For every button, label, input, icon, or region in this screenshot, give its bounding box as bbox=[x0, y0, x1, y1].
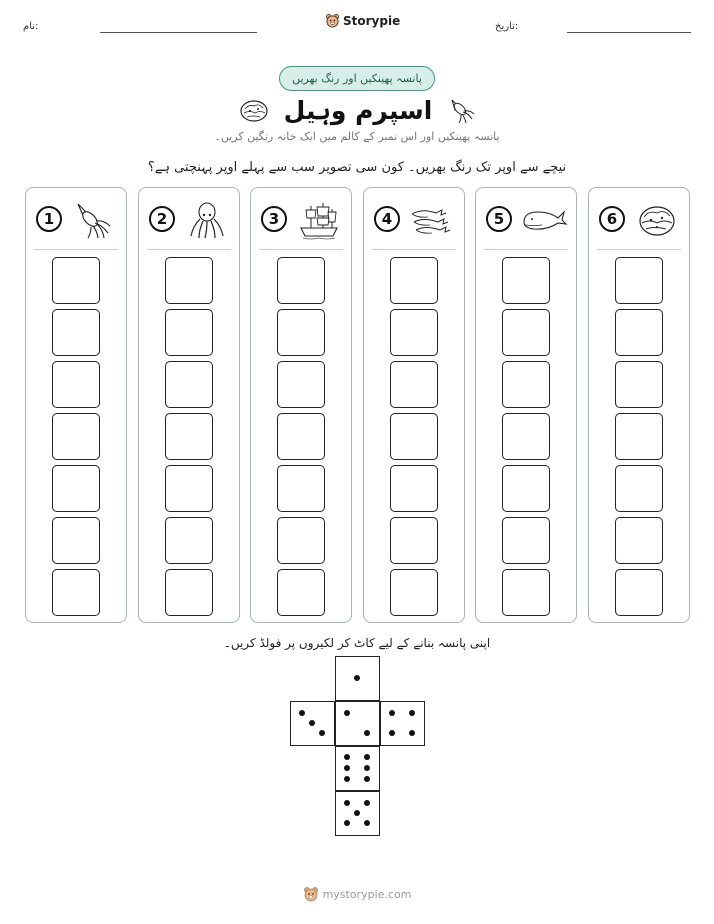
bear-icon bbox=[325, 13, 340, 28]
color-box[interactable] bbox=[615, 413, 663, 460]
color-box[interactable] bbox=[502, 413, 550, 460]
pip bbox=[364, 730, 370, 736]
ship-icon bbox=[295, 200, 343, 240]
pip bbox=[299, 710, 305, 716]
pip bbox=[409, 730, 415, 736]
die-face-1 bbox=[335, 656, 380, 701]
column-number: 3 bbox=[261, 206, 287, 232]
color-box[interactable] bbox=[502, 309, 550, 356]
column-header bbox=[251, 200, 351, 240]
color-box[interactable] bbox=[52, 257, 100, 304]
color-box[interactable] bbox=[390, 517, 438, 564]
column-divider bbox=[259, 249, 343, 250]
color-box[interactable] bbox=[165, 257, 213, 304]
color-box[interactable] bbox=[390, 309, 438, 356]
column-divider bbox=[34, 249, 118, 250]
color-box[interactable] bbox=[165, 361, 213, 408]
name-label: نام: bbox=[23, 21, 39, 32]
color-box[interactable] bbox=[52, 517, 100, 564]
column-number: 2 bbox=[149, 206, 175, 232]
whale-pod-icon bbox=[408, 200, 456, 240]
bear-icon bbox=[303, 886, 319, 902]
column-4 bbox=[363, 187, 465, 623]
page-title: اسپرم وہیل bbox=[283, 95, 433, 125]
color-box[interactable] bbox=[502, 569, 550, 616]
color-box[interactable] bbox=[615, 517, 663, 564]
pip bbox=[344, 754, 350, 760]
footer bbox=[0, 886, 714, 902]
column-number: 6 bbox=[599, 206, 625, 232]
color-box[interactable] bbox=[277, 517, 325, 564]
brand-name: Storypie bbox=[343, 13, 401, 28]
column-divider bbox=[147, 249, 231, 250]
storypie-logo bbox=[325, 13, 400, 28]
pip bbox=[344, 765, 350, 771]
color-box[interactable] bbox=[390, 413, 438, 460]
column-3 bbox=[250, 187, 352, 623]
pip bbox=[309, 720, 315, 726]
column-divider bbox=[597, 249, 681, 250]
footer-url: mystorypie.com bbox=[322, 887, 412, 901]
pip bbox=[389, 730, 395, 736]
color-box[interactable] bbox=[165, 309, 213, 356]
color-box[interactable] bbox=[165, 465, 213, 512]
column-header bbox=[476, 200, 576, 240]
squid-icon bbox=[70, 200, 118, 240]
color-box[interactable] bbox=[390, 257, 438, 304]
date-label: تاریخ: bbox=[495, 21, 519, 32]
ambergris-icon bbox=[238, 96, 270, 124]
color-box[interactable] bbox=[165, 413, 213, 460]
color-box[interactable] bbox=[615, 569, 663, 616]
pip bbox=[354, 810, 360, 816]
color-box[interactable] bbox=[277, 361, 325, 408]
column-6 bbox=[588, 187, 690, 623]
subtitle: پانسہ پھینکیں اور اس نمبر کے کالم میں ایک خانہ رنگین کریں۔ bbox=[214, 130, 500, 143]
column-header bbox=[26, 200, 126, 240]
column-divider bbox=[484, 249, 568, 250]
pip bbox=[364, 765, 370, 771]
activity-pill: پانسہ پھینکیں اور رنگ بھریں bbox=[279, 66, 435, 91]
color-box[interactable] bbox=[502, 517, 550, 564]
color-box[interactable] bbox=[165, 569, 213, 616]
pip bbox=[354, 675, 360, 681]
column-2 bbox=[138, 187, 240, 623]
pip bbox=[344, 710, 350, 716]
color-box[interactable] bbox=[52, 309, 100, 356]
fold-instruction: اپنی پانسہ بنانے کے لیے کاٹ کر لکیروں پر فولڈ کریں۔ bbox=[223, 636, 491, 650]
column-number: 1 bbox=[36, 206, 62, 232]
die-face-3 bbox=[290, 701, 335, 746]
sperm-whale-icon bbox=[520, 200, 568, 240]
column-5 bbox=[475, 187, 577, 623]
color-box[interactable] bbox=[615, 309, 663, 356]
color-box[interactable] bbox=[277, 413, 325, 460]
title-row bbox=[0, 92, 714, 128]
instruction: نیچے سے اوپر تک رنگ بھریں۔ کون سی تصویر سب سے پہلے اوپر پہنچتی ہے؟ bbox=[147, 160, 567, 175]
color-box[interactable] bbox=[615, 361, 663, 408]
color-box[interactable] bbox=[52, 465, 100, 512]
die-face-2 bbox=[335, 701, 380, 746]
octopus-icon bbox=[183, 200, 231, 240]
squid-icon bbox=[446, 95, 476, 125]
color-box[interactable] bbox=[502, 257, 550, 304]
die-face-4 bbox=[380, 701, 425, 746]
color-box[interactable] bbox=[615, 465, 663, 512]
pip bbox=[364, 820, 370, 826]
color-box[interactable] bbox=[390, 465, 438, 512]
color-box[interactable] bbox=[277, 569, 325, 616]
color-box[interactable] bbox=[277, 309, 325, 356]
pip bbox=[344, 800, 350, 806]
pip bbox=[319, 730, 325, 736]
color-box[interactable] bbox=[502, 465, 550, 512]
die-face-6 bbox=[335, 746, 380, 791]
column-1 bbox=[25, 187, 127, 623]
pip bbox=[344, 776, 350, 782]
die-face-5 bbox=[335, 791, 380, 836]
column-header bbox=[589, 200, 689, 240]
pip bbox=[364, 776, 370, 782]
column-number: 5 bbox=[486, 206, 512, 232]
color-box[interactable] bbox=[277, 257, 325, 304]
name-line[interactable] bbox=[100, 32, 257, 33]
column-divider bbox=[372, 249, 456, 250]
color-box[interactable] bbox=[277, 465, 325, 512]
pip bbox=[364, 800, 370, 806]
color-box[interactable] bbox=[52, 361, 100, 408]
ambergris-icon bbox=[633, 200, 681, 240]
column-header bbox=[364, 200, 464, 240]
color-box[interactable] bbox=[390, 569, 438, 616]
column-number: 4 bbox=[374, 206, 400, 232]
color-box[interactable] bbox=[52, 413, 100, 460]
color-box[interactable] bbox=[165, 517, 213, 564]
pip bbox=[409, 710, 415, 716]
color-box[interactable] bbox=[615, 257, 663, 304]
column-header bbox=[139, 200, 239, 240]
pip bbox=[389, 710, 395, 716]
color-box[interactable] bbox=[502, 361, 550, 408]
color-box[interactable] bbox=[52, 569, 100, 616]
date-line[interactable] bbox=[567, 32, 691, 33]
pip bbox=[344, 820, 350, 826]
color-box[interactable] bbox=[390, 361, 438, 408]
pip bbox=[364, 754, 370, 760]
